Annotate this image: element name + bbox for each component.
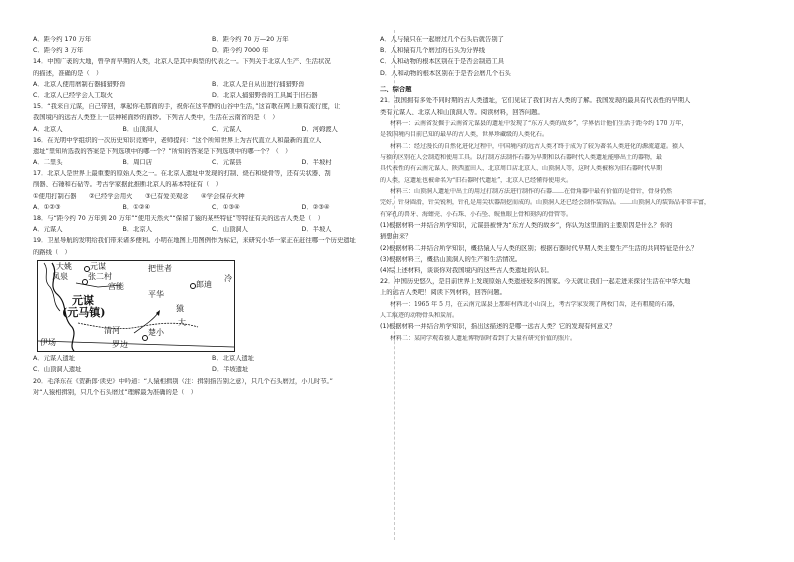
q19-option-d: D．半坡遗址 <box>212 366 249 374</box>
q21-sub4: (4)综上述材料，谈谈你对我国境内的这些古人类遗址的认识。 <box>380 266 553 274</box>
bottom-boundary <box>38 338 234 348</box>
q15-option-c: C．元谋人 <box>212 125 242 133</box>
q18-stem: 18．与“距今约 70 万年到 20 万年”“使用天然火”“保留了猿的某些特征”等特征有关的远古人类是（ ） <box>33 215 324 222</box>
map-label-chuxiao: 楚小 <box>148 328 164 338</box>
section-title: 二、综合题 <box>380 86 412 94</box>
q22-material1-line1: 材料一：1965 年 5 月，在云南元谋县上那蚌村西北小山岗上，考古学家发现了两枚门齿，还有粗糙的石器， <box>390 300 679 308</box>
q19-stem-line2: 的路线（ ） <box>33 248 71 256</box>
q17-option-b: B．①②④ <box>122 203 151 211</box>
q14-stem-line2: 的描述，准确的是（ ） <box>33 69 103 77</box>
map-label-dayao: 大姚 <box>56 262 72 272</box>
q21-material3-line2: 完好，针身圆滑，针尖锐利，针孔是用尖状器刮挖而成的。山顶洞人还已经会制作装饰品。……山顶洞人的装饰品非常丰富， <box>380 199 711 207</box>
map-label-pinghua: 平华 <box>148 290 164 300</box>
q18-options <box>33 226 391 235</box>
q15-stem-line2: 我国境内的远古人类登上一层神秘面纱的面纱。下列古人类中，生活在云南省的是（ ） <box>33 114 279 122</box>
q13-options-row2 <box>33 47 391 56</box>
map-label-yuanmou: 元谋 <box>90 262 106 272</box>
map-label-luobian: 罗边 <box>112 340 128 350</box>
q21-material2-line4: 的人类，这遗址也被命名为“旧石器时代遗址”，北京人已经懂得使用火。 <box>380 176 573 184</box>
q14-option-b: B．北京人是自从出进行捕猎野兽 <box>212 80 305 88</box>
map-label-fengquan: 凤泉 <box>52 272 68 282</box>
q20-option-c: C．人和动物的根本区别在于是否会制造工具 <box>380 58 505 66</box>
q21-material2-line2: 与猿的区别在人会制造和使用工具。以打制方法制作石器为早期和以石器时代人类遗址能够出土的器物，最 <box>380 153 663 161</box>
q17-option-d: D．②③④ <box>301 203 330 211</box>
q16-option-c: C．元谋县 <box>212 159 242 167</box>
q21-sub1-line1: (1)根据材料一并结合所学知识，元谋县被誉为“东方人类的故乡”，你认为这里面的主要原因是什么？你的 <box>380 222 673 230</box>
q21-stem-line1: 21．我国拥有多处不同时期的古人类遗址，它们见证了我们对古人类的了解。我国发现的最具有代表性的早期人 <box>380 97 691 105</box>
q22-stem-line1: 22．中国历史悠久，是目前世界上发现原始人类遗迹较多的国家。今天就让我们一起走进来探讨生活在中华大地 <box>380 278 691 286</box>
q21-material3-line1: 材料三：山顶洞人遗址中出土的用过打制方法进行制作的石器……在骨角器中最有价值的是骨针，骨身仍然 <box>390 188 673 196</box>
left-column <box>33 36 391 400</box>
q22-material1-line2: 人工痕迹的动物骨头和炭屑。 <box>380 311 459 319</box>
q13-option-b: B．距今约 70 万—20 万年 <box>212 36 289 43</box>
q16-stem-line2: 遗址”里知所选我的答案是下列选项中的哪一个？”所知的答案是下列选项中的哪一个？（ ） <box>33 147 292 155</box>
q19-options-row2 <box>33 366 391 375</box>
q18-option-a: A．元谋人 <box>33 226 63 234</box>
q21-sub3: (3)根据材料三，概括山顶洞人的生产和生活情况。 <box>380 255 522 263</box>
q18-option-d: D．半坡人 <box>301 226 332 234</box>
map-label-leng: 冷 <box>224 274 232 284</box>
q15-stem-line1: 15．“我来自元谋，自己带回，拿起你毛那面的手，祝你在这平静的山谷中生活，”这首歌在网上颇有流行度，让 <box>33 103 341 111</box>
q14-options-row2 <box>33 92 391 101</box>
q17-option-c: C．①③④ <box>212 203 240 211</box>
q17-option-a: A．①②③ <box>33 203 61 211</box>
q15-options <box>33 126 391 135</box>
q21-stem-line2: 类有元谋人、北京人和山顶洞人等。阅读材料，回答问题。 <box>380 108 544 116</box>
q14-option-c: C．北京人已经学会人工取火 <box>33 91 113 99</box>
map-label-langdi: 郎迪 <box>196 280 212 290</box>
q16-option-d: D．半坡村 <box>301 159 332 167</box>
q21-material2-line3: 具代表性的有云南元谋人、陕西蓝田人、北京周口店北京人、山顶洞人等，这时人类被称为旧石器时代早期 <box>380 165 663 173</box>
route-map <box>37 260 235 352</box>
q22-stem-line2: 上的远古人类吧！阅读下列材料，回答问题。 <box>380 289 506 297</box>
map-label-yichang: 伊场 <box>40 338 56 348</box>
q21-material1-line1: 材料一：云南省发掘于云南省元谋县的遗址中发现了“东方人类的故乡”，学界估计他们生活于距今约 170 万年， <box>390 119 688 127</box>
map-label-zhangercun: 张二村 <box>88 272 112 282</box>
map-label-da: 大 <box>178 318 186 328</box>
q17-stem-line1: 17．北京人是世界上最重要的原始人类之一。在北京人遗址中发现的打制、烧石和烧骨等，还有尖状器、刮 <box>33 170 331 178</box>
q13-option-c: C．距今约 3 万年 <box>33 47 84 55</box>
q21-material2-line1: 材料二：经过漫长的自然化进化过程中，中国境内的远古人类才终于成为了较为著名人类进化的源流道道。猿人 <box>390 142 685 150</box>
q21-sub1-line2: 猜想由来？ <box>380 233 412 241</box>
q16-stem-line1: 16．在光明中学组织的一次历史知识竞赛中，老师提问：“这个所知世界上为古代直立人和最新的直立人 <box>33 136 322 144</box>
q17-options <box>33 204 391 213</box>
q20-stem-line2: 对“人猿相揖别，只几个石头磨过”理解最为准确的是（ ） <box>33 388 197 396</box>
q16-option-b: B．周口店 <box>122 159 153 167</box>
map-label-center-2: (元马镇) <box>62 306 106 320</box>
q13-options-row1 <box>33 36 391 45</box>
q22-material2: 材料二：某同学观看猿人遗址博物馆时看到了大量有研究价值的照片。 <box>390 334 577 342</box>
q16-options <box>33 159 391 168</box>
q21-sub2: (2)根据材料二并结合所学知识，概括猿人与人类的区别；根据石器时代早期人类主要生产生活的共同特征是什么？ <box>380 244 698 252</box>
q14-option-d: D．北京人捕猎野兽的工具属于旧石器 <box>212 91 318 99</box>
q20-option-b: B．人和猿有几个磨过的石头为分界线 <box>380 47 486 55</box>
q19-options-row1 <box>33 355 391 364</box>
map-label-gongneng: 宫能 <box>108 282 124 292</box>
q15-option-b: B．山顶洞人 <box>122 125 159 133</box>
q15-option-a: A．北京人 <box>33 125 63 133</box>
q19-option-a: A．元谋人遗址 <box>33 355 76 363</box>
q18-option-c: C．山顶洞人 <box>212 226 248 234</box>
q13-option-d: D．距今约 7000 年 <box>212 47 269 55</box>
right-column <box>380 36 746 346</box>
q17-stem-line2: 削器、石锤和石砧等。考古学家据此推断北京人的基本特征有（ ） <box>33 181 222 189</box>
map-label-qinghe: 清河 <box>104 326 120 336</box>
map-label-yuan: 猿 <box>176 304 184 314</box>
q14-options-row1 <box>33 81 391 90</box>
q20-option-d: D．人和动物的根本区别在于是否会磨几个石头 <box>380 69 511 77</box>
q20-stem-line1: 20．毛泽东在《贺新郎·读史》中吟道：“人猿相揖别（注：揖别指告别之意），只几个石头磨过，小儿时节。” <box>33 377 333 385</box>
map-label-center-1: 元谋 <box>72 294 94 308</box>
q21-material1-line2: 是我国境内目前已知的最早的古人类，世界珍藏级的人类化石。 <box>380 131 549 139</box>
q18-option-b: B．北京人 <box>122 226 153 234</box>
q16-option-a: A．二里头 <box>33 159 63 167</box>
map-label-bashizhe: 把世者 <box>148 264 172 274</box>
q13-option-a: A．距今约 170 万年 <box>33 36 92 43</box>
q14-option-a: A．北京人使用磨制石器捕猎野兽 <box>33 80 126 88</box>
q19-option-b: B．北京人遗址 <box>212 355 255 363</box>
q15-option-d: D．河姆渡人 <box>301 125 338 133</box>
q17-items: ①使用打制石器 ②已经学会用火 ③已有爱美观念 ④学会保存火种 <box>33 192 245 200</box>
q14-stem-line1: 14．中国广袤的大地，曾孕育早期的人类，北京人是其中典型的代表之一。下列关于北京人生产、生活状况 <box>33 58 331 66</box>
q19-option-c: C．山顶洞人遗址 <box>33 366 82 374</box>
q22-sub1: (1)根据材料一并结合所学知识，指出这描述的是哪一远古人类？它的发现有何意义？ <box>380 323 616 331</box>
q20-option-a: A．人与猿只在一起磨过几个石头后就告别了 <box>380 36 504 43</box>
q19-stem-line1: 19．卫星导航的发明给我们带来诸多便利。小明在地图上用图例作为标记，来研究小华一家正在赶往哪一个历史遗址 <box>33 237 356 245</box>
q21-material3-line3: 有穿孔的兽牙、海蚶壳、小石珠、小石坠、鲩鱼眼上骨和刻沟的骨管等。 <box>380 210 573 218</box>
